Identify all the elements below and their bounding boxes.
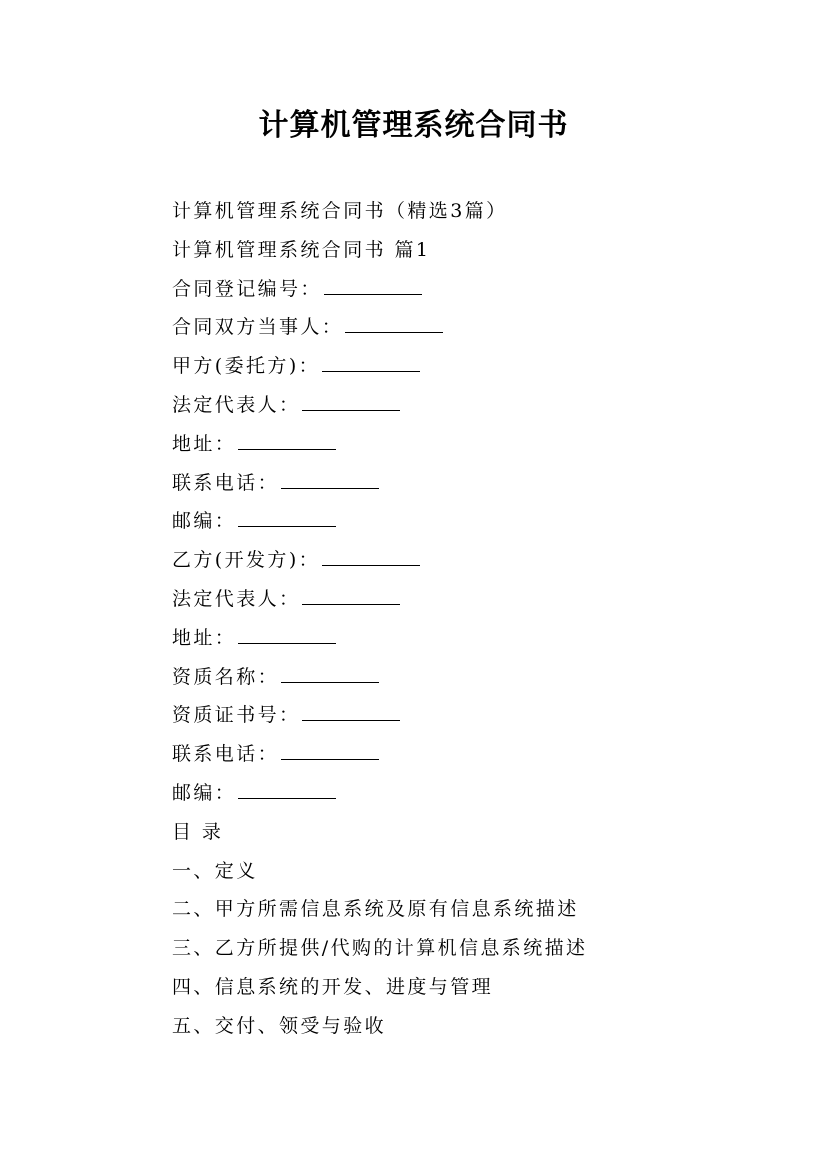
fill-blank-line [322,370,420,372]
line-text: 五、交付、领受与验收 [172,1014,387,1037]
party-a-postcode-field [172,502,792,541]
party-a-field [172,347,792,386]
field-label: 法定代表人： [172,393,301,416]
toc-item [172,890,792,929]
line-text: 三、乙方所提供/代购的计算机信息系统描述 [172,937,588,960]
fill-blank-line [302,603,400,605]
fill-blank-line [238,448,336,450]
party-b-phone-field [172,735,792,774]
fill-blank-line [238,642,336,644]
toc-item [172,929,792,968]
line-text: 一、定义 [172,859,258,882]
fill-blank-line [302,719,400,721]
fill-blank-line [281,681,379,683]
field-label: 资质名称： [172,665,280,688]
party-a-address-field [172,425,792,464]
field-label: 邮编： [172,781,237,804]
party-b-postcode-field [172,774,792,813]
fill-blank-line [281,758,379,760]
document-title: 计算机管理系统合同书 [258,108,569,143]
fill-blank-line [302,409,400,411]
field-label: 合同登记编号： [172,277,322,300]
field-label: 邮编： [172,510,237,533]
field-label: 联系电话： [172,471,280,494]
parties-field [172,308,792,347]
field-label: 地址： [172,626,237,649]
toc-heading [172,813,792,852]
party-b-representative-field [172,580,792,619]
line-text: 目 录 [172,820,224,843]
document-body [172,192,792,1046]
field-label: 甲方(委托方)： [172,355,321,378]
fill-blank-line [322,564,420,566]
field-label: 合同双方当事人： [172,316,344,339]
field-label: 资质证书号： [172,704,301,727]
toc-item [172,968,792,1007]
party-a-phone-field [172,464,792,503]
field-label: 联系电话： [172,743,280,766]
party-a-representative-field [172,386,792,425]
fill-blank-line [345,331,443,333]
line-text: 计算机管理系统合同书（精选3篇） [172,200,508,222]
qualification-name-field [172,658,792,697]
line-text: 计算机管理系统合同书 篇1 [172,238,431,261]
toc-item [172,852,792,891]
field-label: 地址： [172,432,237,455]
party-b-address-field [172,619,792,658]
contract-number-field [172,270,792,309]
toc-item [172,1007,792,1046]
line-text: 二、甲方所需信息系统及原有信息系统描述 [172,898,579,921]
fill-blank-line [324,293,422,295]
line-text: 四、信息系统的开发、进度与管理 [172,975,494,998]
fill-blank-line [238,797,336,799]
qualification-cert-field [172,696,792,735]
fill-blank-line [238,525,336,527]
field-label: 乙方(开发方)： [172,549,321,572]
body-line-section-heading [172,231,792,270]
party-b-field [172,541,792,580]
fill-blank-line [281,487,379,489]
field-label: 法定代表人： [172,587,301,610]
body-line-subtitle [172,192,792,231]
